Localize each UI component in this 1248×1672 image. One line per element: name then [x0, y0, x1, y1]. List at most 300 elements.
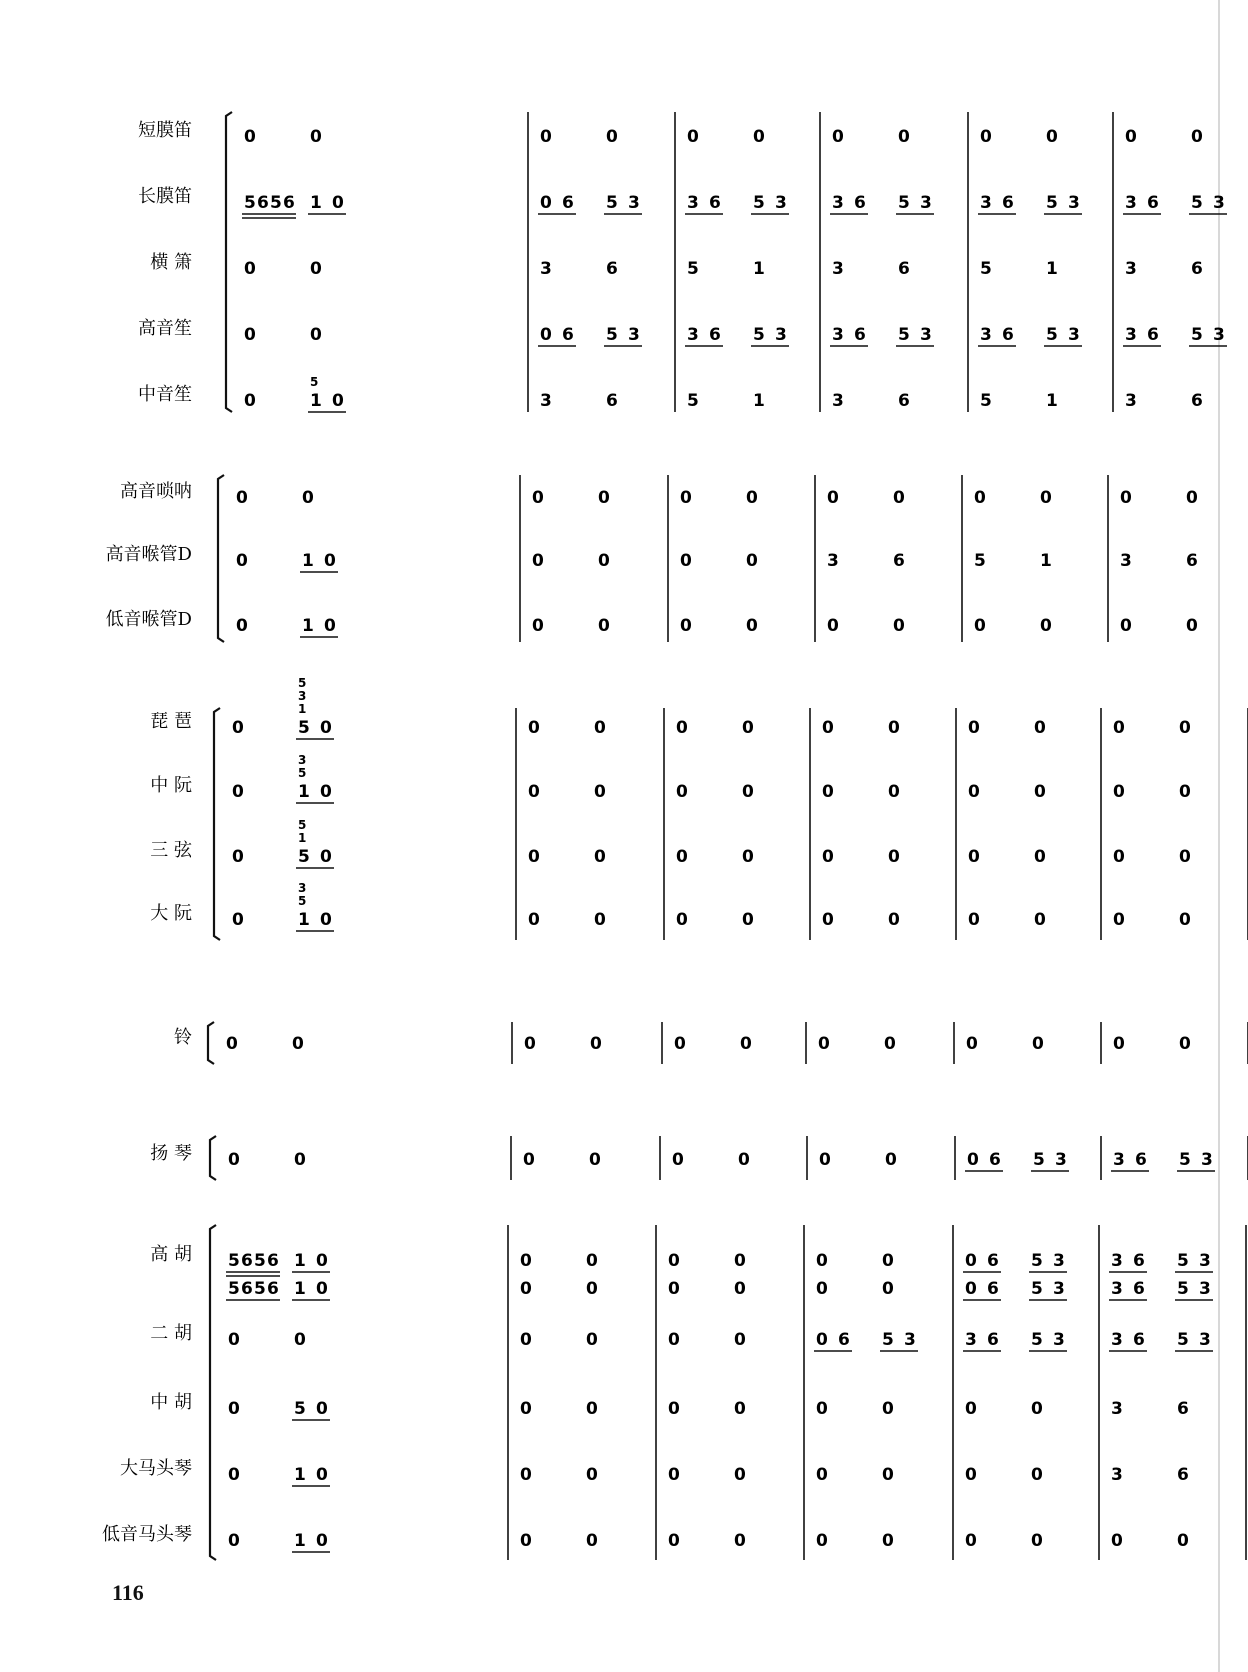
note: 0: [294, 1330, 306, 1350]
note: 0: [668, 1465, 680, 1485]
note: 0: [1186, 616, 1198, 636]
note: 0: [746, 488, 758, 508]
note: 0: [528, 782, 540, 802]
note: 0: [888, 718, 900, 738]
note: 0: [316, 1531, 328, 1551]
chord-note: 5: [310, 375, 319, 389]
note: 0: [827, 616, 839, 636]
note: 0: [594, 910, 606, 930]
note: 3: [832, 325, 844, 345]
note: 0: [888, 910, 900, 930]
instrument-label: 三 弦: [150, 840, 192, 861]
note: 6: [1186, 551, 1198, 571]
note: 3: [1111, 1251, 1123, 1271]
note: 0: [594, 718, 606, 738]
note: 0: [734, 1330, 746, 1350]
note: 0: [742, 782, 754, 802]
note: 6: [1191, 259, 1203, 279]
note: 0: [1179, 910, 1191, 930]
note: 6: [1133, 1330, 1145, 1350]
note: 0: [968, 718, 980, 738]
note: 0: [520, 1330, 532, 1350]
note: 0: [676, 847, 688, 867]
note: 6: [987, 1251, 999, 1271]
note: 0: [672, 1150, 684, 1170]
note: 0: [324, 616, 336, 636]
note: 5: [882, 1330, 894, 1350]
note: 0: [236, 488, 248, 508]
note: 0: [320, 718, 332, 738]
group-bracket: [214, 708, 220, 940]
note: 0: [882, 1251, 894, 1271]
note: 1: [753, 259, 765, 279]
note: 0: [244, 391, 256, 411]
note: 3: [832, 193, 844, 213]
instrument-label: 铃: [174, 1027, 192, 1048]
note: 3: [1068, 193, 1080, 213]
note: 0: [1031, 1531, 1043, 1551]
note: 0: [742, 718, 754, 738]
note: 0: [228, 1150, 240, 1170]
note: 3: [1111, 1279, 1123, 1299]
note: 6: [257, 193, 269, 213]
note: 6: [838, 1330, 850, 1350]
note: 6: [987, 1330, 999, 1350]
note: 6: [267, 1279, 279, 1299]
note: 3: [687, 193, 699, 213]
note: 0: [528, 847, 540, 867]
note: 5: [228, 1279, 240, 1299]
note: 0: [674, 1034, 686, 1054]
note: 0: [520, 1279, 532, 1299]
note: 0: [324, 551, 336, 571]
note: 5: [1179, 1150, 1191, 1170]
group-bracket: [208, 1022, 214, 1064]
note: 5: [298, 718, 310, 738]
note: 0: [832, 127, 844, 147]
note: 0: [236, 551, 248, 571]
note: 0: [332, 391, 344, 411]
note: 5: [980, 259, 992, 279]
note: 0: [734, 1251, 746, 1271]
note: 0: [598, 616, 610, 636]
note: 0: [1120, 488, 1132, 508]
note: 0: [967, 1150, 979, 1170]
note: 0: [827, 488, 839, 508]
note: 0: [228, 1465, 240, 1485]
note: 0: [974, 616, 986, 636]
note: 0: [236, 616, 248, 636]
note: 0: [586, 1399, 598, 1419]
note: 3: [980, 193, 992, 213]
note: 0: [1034, 718, 1046, 738]
chord-note: 3: [298, 753, 307, 767]
note: 0: [520, 1465, 532, 1485]
note: 5: [1191, 193, 1203, 213]
note: 0: [734, 1465, 746, 1485]
note: 1: [298, 910, 310, 930]
note: 0: [818, 1034, 830, 1054]
note: 3: [1068, 325, 1080, 345]
note: 0: [320, 910, 332, 930]
note: 6: [854, 325, 866, 345]
note: 3: [1120, 551, 1132, 571]
note: 0: [589, 1150, 601, 1170]
note: 0: [532, 616, 544, 636]
note: 5: [898, 193, 910, 213]
instrument-label: 高音唢呐: [120, 481, 192, 502]
note: 0: [1191, 127, 1203, 147]
note: 1: [294, 1465, 306, 1485]
note: 0: [965, 1399, 977, 1419]
note: 0: [232, 910, 244, 930]
note: 5: [1031, 1330, 1043, 1350]
instrument-label: 高音喉管D: [105, 544, 192, 565]
note: 0: [1034, 782, 1046, 802]
note: 0: [1046, 127, 1058, 147]
note: 5: [606, 193, 618, 213]
note: 0: [888, 782, 900, 802]
note: 0: [882, 1465, 894, 1485]
note: 6: [989, 1150, 1001, 1170]
note: 0: [968, 847, 980, 867]
note: 3: [832, 259, 844, 279]
note: 5: [1046, 325, 1058, 345]
note: 6: [898, 259, 910, 279]
note: 0: [1186, 488, 1198, 508]
note: 0: [232, 847, 244, 867]
note: 5: [1191, 325, 1203, 345]
note: 0: [520, 1251, 532, 1271]
note: 0: [816, 1251, 828, 1271]
note: 0: [676, 782, 688, 802]
note: 0: [742, 910, 754, 930]
note: 3: [920, 325, 932, 345]
note: 0: [680, 616, 692, 636]
note: 0: [528, 910, 540, 930]
note: 0: [668, 1251, 680, 1271]
note: 3: [628, 193, 640, 213]
note: 0: [822, 718, 834, 738]
note: 0: [816, 1531, 828, 1551]
note: 5: [294, 1399, 306, 1419]
note: 0: [740, 1034, 752, 1054]
note: 0: [676, 910, 688, 930]
note: 0: [676, 718, 688, 738]
note: 0: [753, 127, 765, 147]
chord-note: 5: [298, 676, 307, 690]
note: 0: [974, 488, 986, 508]
note: 0: [1031, 1399, 1043, 1419]
note: 6: [898, 391, 910, 411]
note: 0: [528, 718, 540, 738]
note: 0: [1111, 1531, 1123, 1551]
note: 0: [980, 127, 992, 147]
note: 0: [310, 127, 322, 147]
note: 0: [966, 1034, 978, 1054]
note: 5: [753, 325, 765, 345]
note: 6: [893, 551, 905, 571]
instrument-label: 二 胡: [150, 1323, 192, 1344]
note: 0: [1179, 1034, 1191, 1054]
note: 6: [1177, 1465, 1189, 1485]
note: 5: [1031, 1251, 1043, 1271]
note: 0: [1120, 616, 1132, 636]
group-bracket: [218, 475, 224, 642]
note: 0: [316, 1399, 328, 1419]
note: 6: [606, 259, 618, 279]
note: 6: [854, 193, 866, 213]
instrument-label: 横 箫: [150, 252, 192, 273]
note: 0: [524, 1034, 536, 1054]
instrument-label: 低音马头琴: [102, 1524, 192, 1545]
note: 0: [965, 1465, 977, 1485]
chord-note: 1: [298, 831, 307, 845]
note: 6: [562, 325, 574, 345]
note: 0: [1113, 1034, 1125, 1054]
note: 0: [816, 1330, 828, 1350]
note: 1: [310, 391, 322, 411]
note: 3: [1213, 193, 1225, 213]
note: 0: [1177, 1531, 1189, 1551]
note: 6: [1002, 325, 1014, 345]
note: 0: [586, 1330, 598, 1350]
note: 0: [316, 1279, 328, 1299]
chord-note: 3: [298, 689, 307, 703]
note: 0: [882, 1399, 894, 1419]
note: 6: [1135, 1150, 1147, 1170]
note: 6: [709, 325, 721, 345]
note: 3: [1199, 1251, 1211, 1271]
note: 0: [1179, 847, 1191, 867]
note: 3: [1125, 193, 1137, 213]
note: 0: [822, 910, 834, 930]
note: 3: [1125, 259, 1137, 279]
instrument-label: 琵 琶: [150, 711, 192, 732]
note: 1: [302, 616, 314, 636]
note: 6: [1133, 1279, 1145, 1299]
note: 0: [226, 1034, 238, 1054]
note: 3: [1053, 1251, 1065, 1271]
note: 5: [898, 325, 910, 345]
note: 0: [668, 1279, 680, 1299]
note: 5: [298, 847, 310, 867]
note: 0: [738, 1150, 750, 1170]
note: 0: [244, 325, 256, 345]
note: 6: [1177, 1399, 1189, 1419]
note: 0: [968, 910, 980, 930]
note: 5: [687, 391, 699, 411]
note: 0: [819, 1150, 831, 1170]
note: 0: [742, 847, 754, 867]
note: 6: [241, 1279, 253, 1299]
note: 0: [1031, 1465, 1043, 1485]
note: 0: [746, 551, 758, 571]
note: 0: [687, 127, 699, 147]
note: 0: [594, 782, 606, 802]
note: 0: [598, 551, 610, 571]
note: 0: [520, 1531, 532, 1551]
page-number: 116: [112, 1580, 144, 1605]
note: 0: [822, 847, 834, 867]
note: 0: [316, 1251, 328, 1271]
note: 0: [532, 551, 544, 571]
note: 3: [540, 391, 552, 411]
note: 0: [320, 847, 332, 867]
note: 5: [244, 193, 256, 213]
note: 5: [1177, 1279, 1189, 1299]
note: 1: [1046, 259, 1058, 279]
note: 0: [228, 1330, 240, 1350]
note: 0: [734, 1399, 746, 1419]
instrument-label: 长膜笛: [138, 186, 192, 207]
note: 0: [294, 1150, 306, 1170]
instrument-label: 中音笙: [138, 384, 192, 405]
note: 3: [1199, 1330, 1211, 1350]
note: 0: [586, 1279, 598, 1299]
note: 3: [1201, 1150, 1213, 1170]
note: 5: [254, 1279, 266, 1299]
chord-note: 5: [298, 894, 307, 908]
note: 0: [332, 193, 344, 213]
note: 0: [532, 488, 544, 508]
note: 0: [882, 1531, 894, 1551]
note: 5: [270, 193, 282, 213]
note: 3: [775, 325, 787, 345]
note: 3: [687, 325, 699, 345]
note: 0: [1034, 847, 1046, 867]
note: 0: [668, 1531, 680, 1551]
instrument-label: 高音笙: [138, 318, 192, 339]
instrument-label: 低音喉管D: [105, 609, 192, 630]
note: 0: [893, 616, 905, 636]
note: 0: [1034, 910, 1046, 930]
instrument-label: 大 阮: [150, 903, 192, 924]
chord-note: 3: [298, 881, 307, 895]
note: 0: [244, 127, 256, 147]
note: 1: [1046, 391, 1058, 411]
instrument-label: 扬 琴: [150, 1143, 192, 1164]
note: 0: [598, 488, 610, 508]
note: 0: [668, 1330, 680, 1350]
note: 6: [1191, 391, 1203, 411]
note: 5: [753, 193, 765, 213]
note: 0: [898, 127, 910, 147]
note: 0: [540, 193, 552, 213]
note: 0: [232, 782, 244, 802]
note: 6: [562, 193, 574, 213]
note: 3: [1055, 1150, 1067, 1170]
note: 0: [885, 1150, 897, 1170]
note: 0: [816, 1465, 828, 1485]
note: 0: [816, 1279, 828, 1299]
note: 0: [590, 1034, 602, 1054]
note: 5: [1033, 1150, 1045, 1170]
note: 0: [228, 1531, 240, 1551]
note: 0: [968, 782, 980, 802]
chord-note: 5: [298, 818, 307, 832]
note: 3: [965, 1330, 977, 1350]
note: 0: [822, 782, 834, 802]
note: 0: [1113, 718, 1125, 738]
note: 0: [965, 1279, 977, 1299]
note: 0: [734, 1279, 746, 1299]
note: 1: [294, 1251, 306, 1271]
note: 0: [1125, 127, 1137, 147]
instrument-label: 中 阮: [150, 775, 192, 796]
note: 0: [746, 616, 758, 636]
note: 1: [298, 782, 310, 802]
note: 6: [1147, 193, 1159, 213]
note: 0: [1040, 616, 1052, 636]
note: 3: [980, 325, 992, 345]
note: 3: [1111, 1465, 1123, 1485]
note: 3: [904, 1330, 916, 1350]
note: 0: [228, 1399, 240, 1419]
note: 0: [606, 127, 618, 147]
note: 5: [974, 551, 986, 571]
note: 0: [244, 259, 256, 279]
note: 6: [1147, 325, 1159, 345]
note: 6: [606, 391, 618, 411]
note: 0: [893, 488, 905, 508]
note: 5: [606, 325, 618, 345]
note: 0: [540, 127, 552, 147]
note: 0: [882, 1279, 894, 1299]
group-bracket: [210, 1136, 216, 1180]
note: 1: [294, 1531, 306, 1551]
note: 3: [827, 551, 839, 571]
note: 0: [594, 847, 606, 867]
note: 3: [1053, 1330, 1065, 1350]
chord-note: 1: [298, 702, 307, 716]
note: 0: [965, 1531, 977, 1551]
note: 3: [1111, 1330, 1123, 1350]
note: 6: [241, 1251, 253, 1271]
note: 0: [232, 718, 244, 738]
note: 0: [668, 1399, 680, 1419]
note: 0: [520, 1399, 532, 1419]
note: 1: [753, 391, 765, 411]
note: 5: [1177, 1330, 1189, 1350]
note: 0: [680, 488, 692, 508]
note: 3: [1053, 1279, 1065, 1299]
group-bracket: [210, 1225, 216, 1560]
note: 0: [1040, 488, 1052, 508]
note: 0: [320, 782, 332, 802]
note: 3: [540, 259, 552, 279]
note: 0: [816, 1399, 828, 1419]
note: 3: [1125, 325, 1137, 345]
instrument-label: 短膜笛: [138, 120, 192, 141]
note: 5: [980, 391, 992, 411]
note: 3: [1113, 1150, 1125, 1170]
note: 0: [586, 1531, 598, 1551]
note: 3: [775, 193, 787, 213]
note: 0: [1179, 782, 1191, 802]
note: 0: [302, 488, 314, 508]
instrument-label: 中 胡: [150, 1392, 192, 1413]
note: 3: [920, 193, 932, 213]
note: 0: [1113, 847, 1125, 867]
note: 6: [267, 1251, 279, 1271]
note: 0: [888, 847, 900, 867]
note: 3: [628, 325, 640, 345]
note: 0: [1113, 782, 1125, 802]
note: 1: [302, 551, 314, 571]
note: 0: [586, 1465, 598, 1485]
note: 0: [680, 551, 692, 571]
